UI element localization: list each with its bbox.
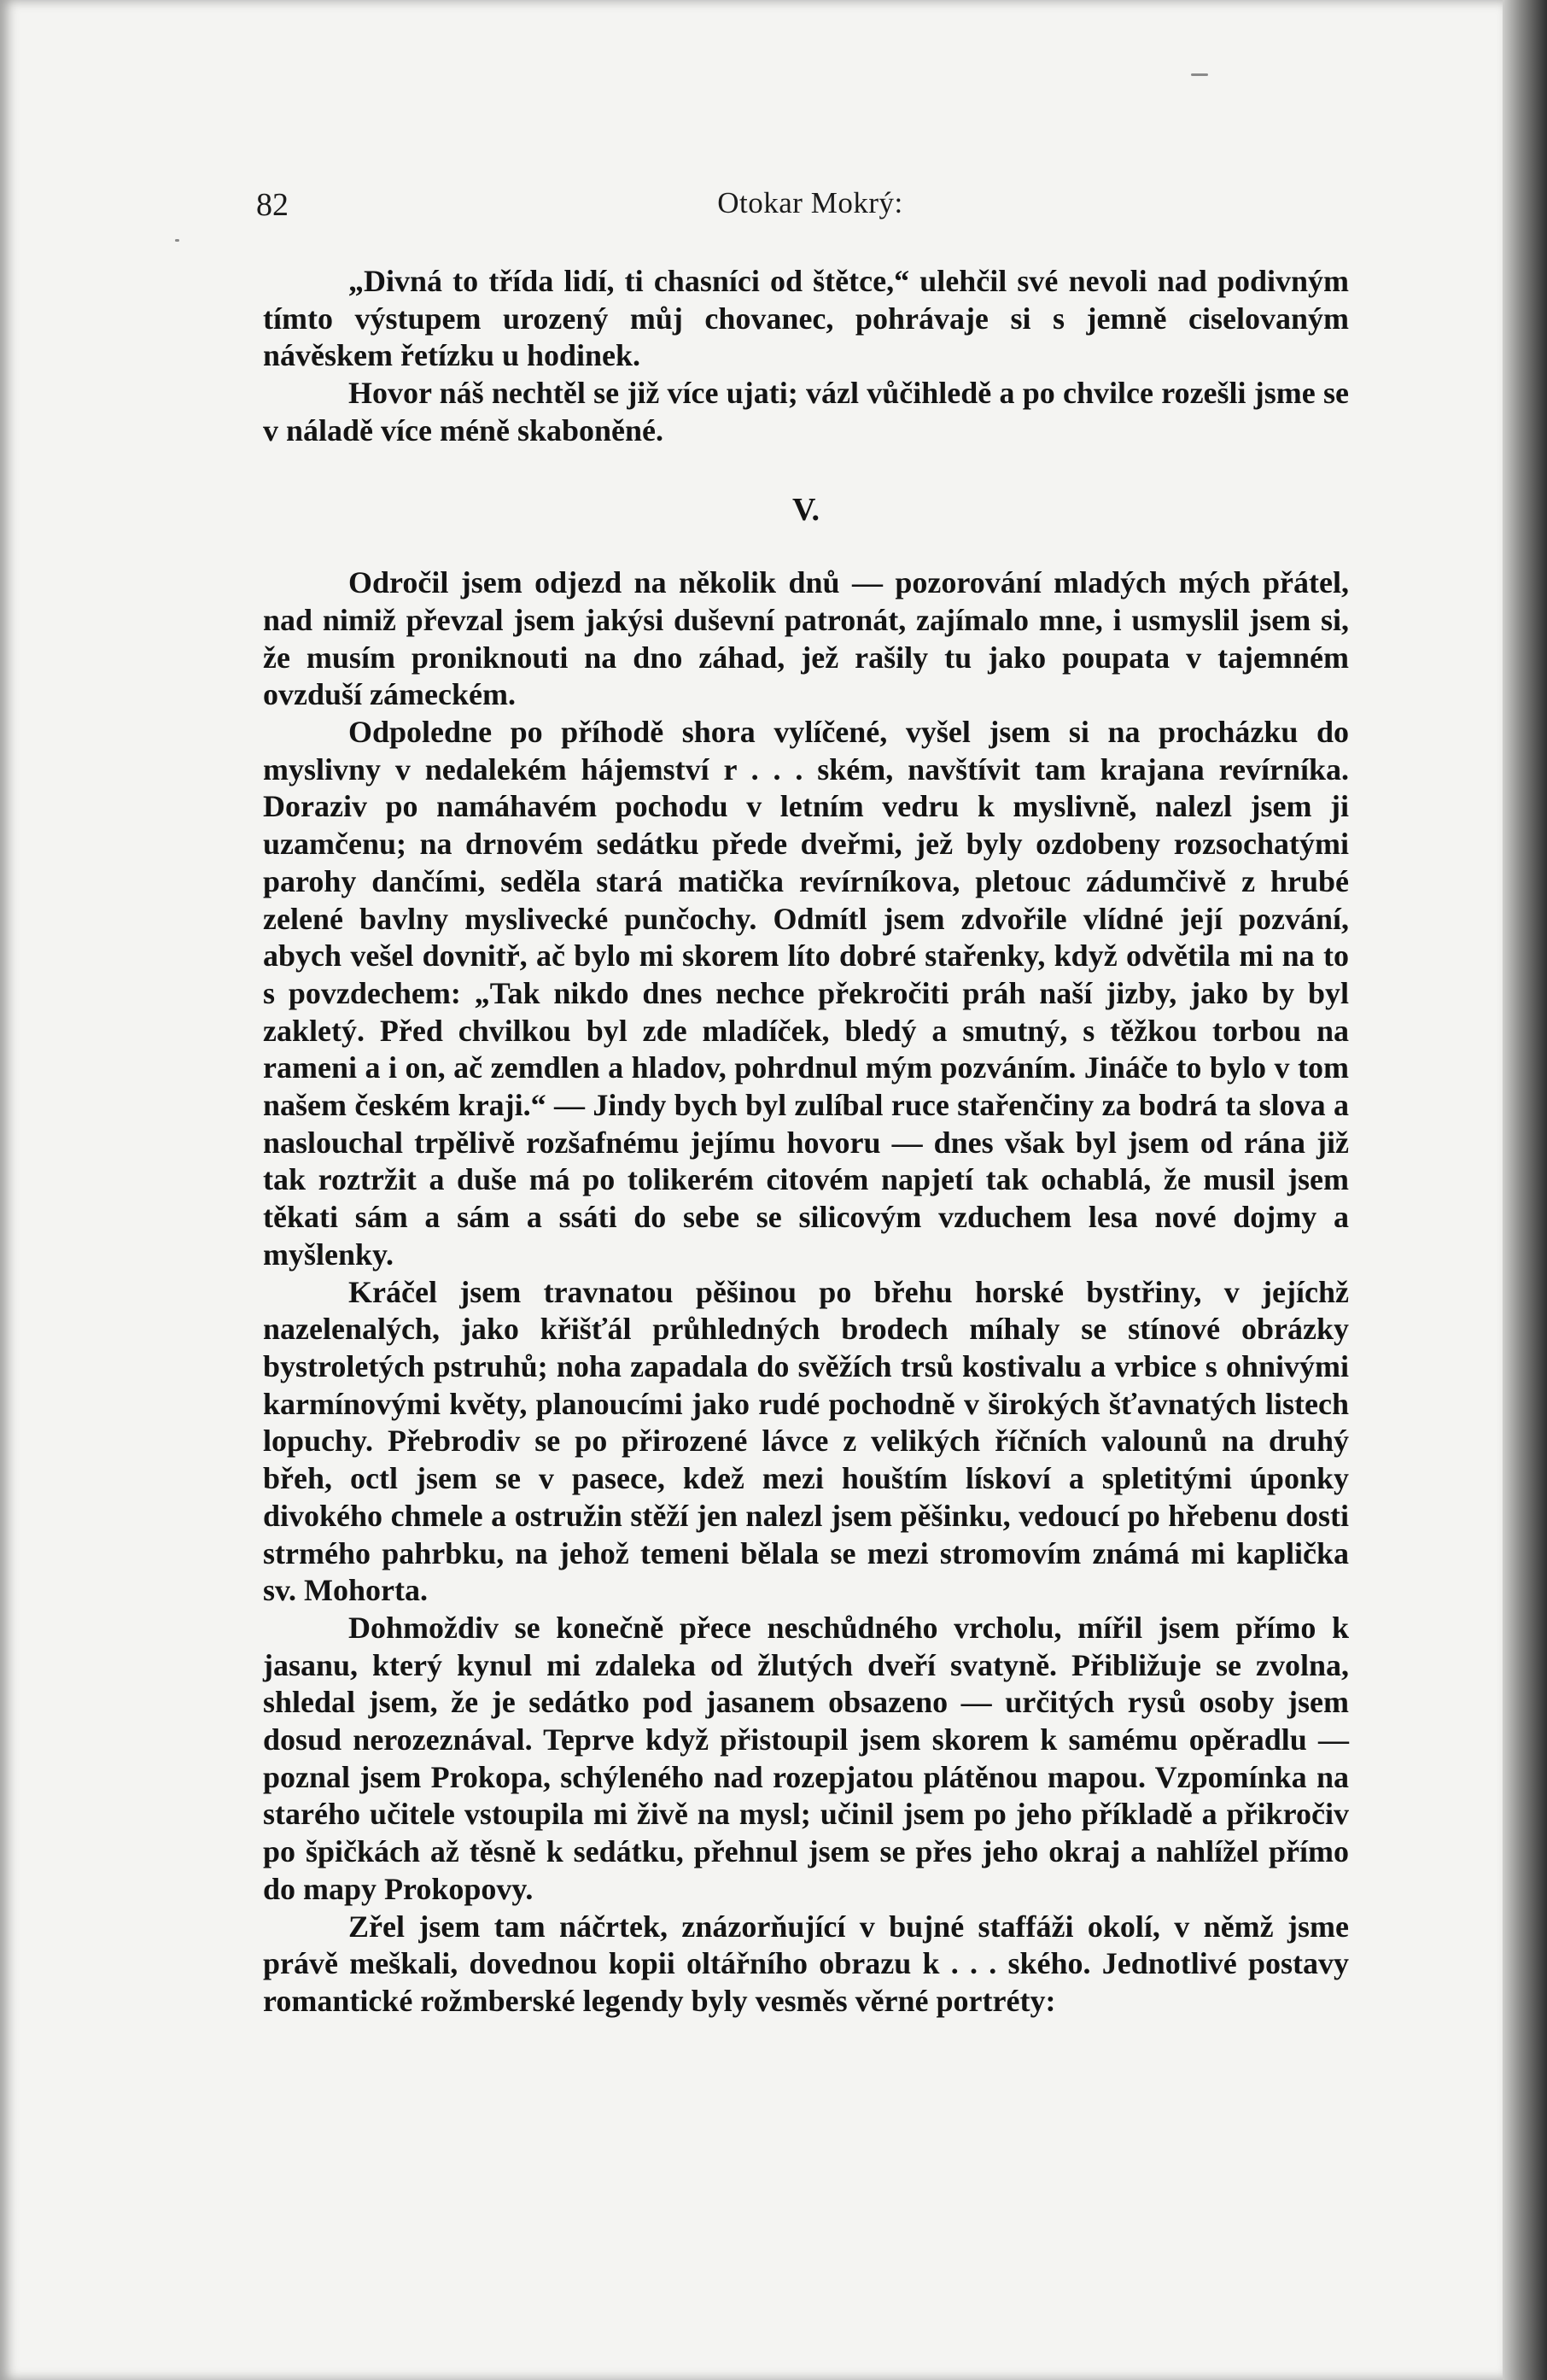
page-number: 82	[256, 187, 289, 223]
page-header	[256, 186, 1364, 237]
paragraph: Odročil jsem odjezd na několik dnů — pozorování mladých mých přátel, nad nimiž převzal jsem jakýsi duševní patronát, zajímalo mne, i usmyslil jsem si, že musím proniknouti na dno záhad, jež rašily tu jako poupata v tajemném ovzduší zámeckém.	[263, 565, 1349, 712]
paragraph: Dohmoždiv se konečně přece neschůdného vrcholu, mířil jsem přímo k jasanu, který kynul mi zdaleka od žlutých dveří svatyně. Přibližuje se zvolna, shledal jsem, že je sedátko pod jasanem obsazeno — určitých rysů osoby jsem dosud nerozeznával. Teprve když přistoupil jsem skorem k samému opěradlu — poznal jsem Prokopa, schýleného nad rozepjatou plátěnou mapou. Vzpomínka na starého učitele vstoupila mi živě na mysl; učinil jsem po jeho příkladě a přikročiv po špičkách až těsně k sedátku, přehnul jsem se přes jeho okraj a nahlížel přímo do mapy Prokopovy.	[263, 1610, 1349, 1906]
paragraph: Hovor náš nechtěl se již více ujati; vázl vůčihledě a po chvilce rozešli jsme se v náladě více méně skaboněné.	[263, 376, 1349, 447]
paragraph: „Divná to třída lidí, ti chasníci od štětce,“ ulehčil své nevoli nad podivným tímto výstupem urozený můj chovanec, pohrávaje si s jemně ciselovaným návěskem řetízku u hodinek.	[263, 264, 1349, 373]
page-shadow-edge	[1503, 0, 1547, 2380]
scan-speck	[1191, 73, 1208, 76]
scan-speck	[175, 239, 179, 242]
paragraph: Kráčel jsem travnatou pěšinou po břehu horské bystřiny, v jejíchž nazelenalých, jako křišťál průhledných brodech míhaly se stínové obrázky bystroletých pstruhů; noha zapadala do svěžích trsů kostivalu a vrbice s ohnivými karmínovými květy, planoucími jako rudé pochodně v širokých šťavnatých listech lopuchy. Přebrodiv se po přirozené lávce z velikých říčních valounů na druhý břeh, octl jsem se v pasece, kdež mezi houštím lískoví a spletitými úponky divokého chmele a ostružin stěží jen nalezl jsem pěšinku, vedoucí po hřebenu dosti strmého pahrbku, na jehož temeni bělala se mezi stromovím známá mi kaplička sv. Mohorta.	[263, 1274, 1349, 1608]
chapter-heading: V.	[791, 491, 820, 528]
running-head: Otokar Mokrý:	[717, 186, 903, 219]
paragraph: Zřel jsem tam náčrtek, znázorňující v bujné staffáži okolí, v němž jsme právě meškali, dovednou kopii oltářního obrazu k . . . ského. Jednotlivé postavy romantické rožmberské legendy byly vesměs věrné portréty:	[263, 1909, 1349, 2018]
paragraph: Odpoledne po příhodě shora vylíčené, vyšel jsem si na procházku do myslivny v nedalekém hájemství r . . . ském, navštívit tam krajana revírníka. Doraziv po namáhavém pochodu v letním vedru k myslivně, nalezl jsem ji uzamčenu; na drnovém sedátku přede dveřmi, jež byly ozdobeny rozsochatými parohy dančími, seděla stará matička revírníkova, pletouc zádumčivě z hrubé zelené bavlny myslivecké punčochy. Odmítl jsem zdvořile vlídné její pozvání, abych vešel dovnitř, ač bylo mi skorem líto dobré stařenky, když odvětila mi na to s povzdechem: „Tak nikdo dnes nechce překročiti práh naší jizby, jako by byl zakletý. Před chvilkou byl zde mladíček, bledý a smutný, s těžkou torbou na rameni a i on, ač zemdlen a hladov, pohrdnul mým pozváním. Jináče to bylo v tom našem českém kraji.“ — Jindy bych byl zulíbal ruce stařenčiny za bodrá ta slova a naslouchal trpělivě rozšafnému jejímu hovoru — dnes však byl jsem od rána již tak roztržit a duše má po tolikerém citovém napjetí tak ochablá, že musil jsem těkati sám a sám a ssáti do sebe se silicovým vzduchem lesa nové dojmy a myšlenky.	[263, 715, 1349, 1272]
body-text	[263, 263, 1349, 2020]
